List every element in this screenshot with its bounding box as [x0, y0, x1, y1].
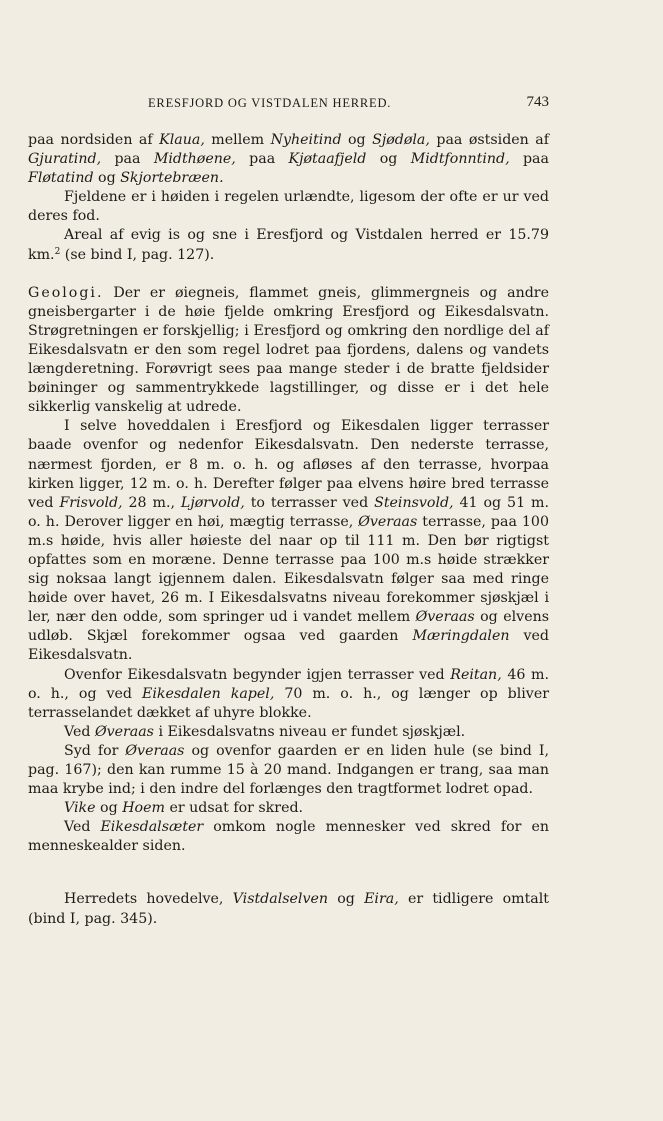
paragraph-fjeldene: Fjeldene er i høiden i regelen urlændte, ligesom der ofte er ur ved deres fod. [28, 189, 549, 225]
spacer [28, 265, 549, 284]
paragraph-mountains: paa nordsiden af Klaua, mellem Nyheitind og Sjødøla, paa østsiden af Gjuratind, paa Midthøene, paa Kjøtaafjeld og Midtfonntind, paa Fløtatind og Skjortebræen. [28, 132, 549, 187]
page-header [28, 96, 549, 116]
paragraph-terrasser: I selve hoveddalen i Eresfjord og Eikesdalen ligger terrasser baade ovenfor og nedenfor Eikesdalsvatn. Den nederste terrasse, nærmest fjorden, er 8 m. o. h. og afløses af den terrasse, hvorpaa kirken ligger, 12 m. o. h. Derefter følger paa elvens høire bred terrasse ved Frisvold, 28 m., Ljørvold, to terrasser ved Steinsvold, 41 og 51 m. o. h. Derover ligger en høi, mægtig terrasse, Øveraas terrasse, paa 100 m.s høide, hvis aller høieste del naar op til 111 m. Den bør rigtigst opfattes som en moræne. Denne terrasse paa 100 m.s høide strækker sig noksaa langt igjennem dalen. Eikesdalsvatn følger saa med ringe høide over havet, 26 m. I Eikesdalsvatns niveau forekommer sjøskjæl i ler, nær den odde, som springer ud i vandet mellem Øveraas og elvens udløb. Skjæl forekommer ogsaa ved gaarden Mæringdalen ved Eikesdalsvatn. [28, 418, 550, 664]
paragraph-hovedelve: Herredets hovedelve, Vistdalselven og Eira, er tidligere omtalt (bind I, pag. 345). [28, 891, 549, 927]
paragraph-sjoskjael: Ved Øveraas i Eikesdalsvatns niveau er fundet sjøskjæl. [64, 723, 466, 740]
running-title: ERESFJORD OG VISTDALEN HERRED. [148, 96, 392, 110]
paragraph-ovenfor: Ovenfor Eikesdalsvatn begynder igjen terrasser ved Reitan, 46 m. o. h., og ved Eikesdalen kapel, 70 m. o. h., og længer op bliver terrasselandet dækket af uhyre blokke. [28, 666, 550, 721]
paragraph-geologi: Geologi. Der er øiegneis, flammet gneis, glimmergneis og andre gneisbergarter i de høie fjelde omkring Eresfjord og Eikesdalsvatn. Strøgretningen er forskjellig; i Eresfjord og omkring den nordlige del af Eikesdalsvatn er den som regel lodret paa fjordens, dalens og vandets længderetning. Forøvrigt sees paa mange steder i de bratte fjeldsider bøininger og sammentrykkede lagstillinger, og disse er i det hele sikkerlig vanskelig at udrede. [28, 284, 549, 416]
spacer [28, 856, 549, 890]
page-number: 743 [526, 94, 549, 110]
paragraph-eikesdalsaeter: Ved Eikesdalsæter omkom nogle mennesker ved skred for en menneskealder siden. [28, 819, 549, 855]
paragraph-hule: Syd for Øveraas og ovenfor gaarden er en liden hule (se bind I, pag. 167); den kan rumme 15 à 20 mand. Indgangen er trang, saa man maa krybe ind; i den indre del forlænges den tragtformet lodret opad. [28, 742, 549, 798]
body-text [28, 131, 549, 929]
paragraph-areal: Areal af evig is og sne i Eresfjord og Vistdalen herred er 15.79 km.$^2$ (se bind I, pag. 127). [28, 227, 549, 263]
section-heading: Geologi. [28, 284, 104, 301]
paragraph-skred: Vike og Hoem er udsat for skred. [64, 800, 304, 817]
